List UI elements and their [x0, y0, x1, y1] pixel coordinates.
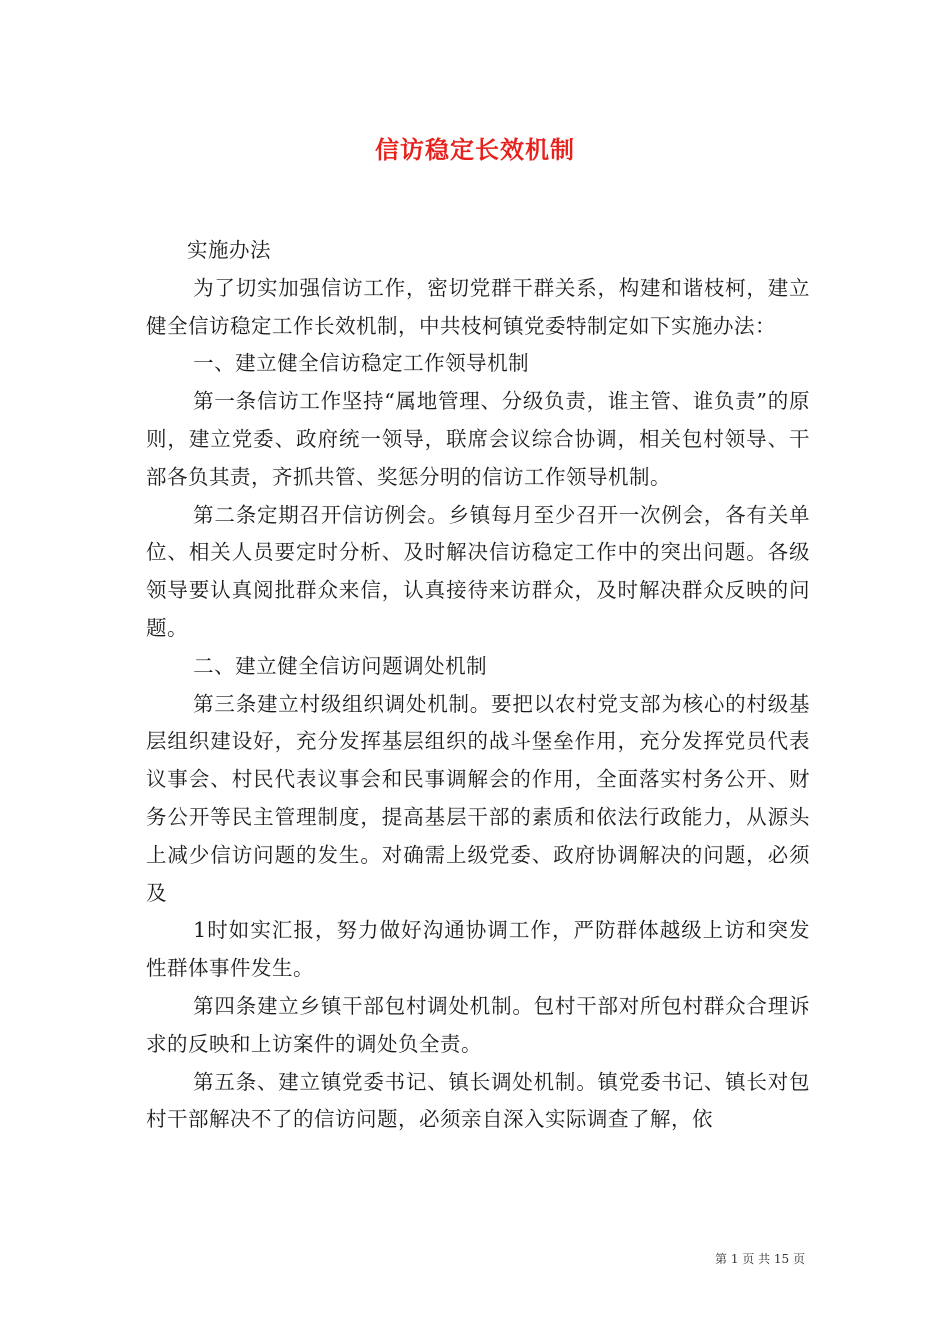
- page-number-footer: 第 1 页 共 15 页: [715, 1252, 805, 1266]
- paragraph-article-4: 第四条建立乡镇干部包村调处机制。包村干部对所包村群众合理诉求的反映和上访案件的调处负全责。: [146, 993, 810, 1056]
- section-heading-2: 二、建立健全信访问题调处机制: [193, 653, 488, 678]
- section-heading-1: 一、建立健全信访稳定工作领导机制: [193, 351, 530, 376]
- document-body: [146, 232, 810, 1139]
- paragraph-article-2: 第二条定期召开信访例会。乡镇每月至少召开一次例会，各有关单位、相关人员要定时分析、及时解决信访稳定工作中的突出问题。各级领导要认真阅批群众来信，认真接待来访群众，及时解决群众反映的问题。: [146, 502, 810, 640]
- paragraph-subtitle: 实施办法: [187, 238, 271, 262]
- paragraph-intro: 为了切实加强信访工作，密切党群干群关系，构建和谐枝柯，建立健全信访稳定工作长效机制，中共枝柯镇党委特制定如下实施办法：: [146, 275, 810, 338]
- paragraph-article-3: 第三条建立村级组织调处机制。要把以农村党支部为核心的村级基层组织建设好，充分发挥基层组织的战斗堡垒作用，充分发挥党员代表议事会、村民代表议事会和民事调解会的作用，全面落实村务公开、财务公开等民主管理制度，提高基层干部的素质和依法行政能力，从源头上减少信访问题的发生。对确需上级党委、政府协调解决的问题，必须及: [146, 691, 810, 905]
- paragraph-article-3-continued: 1时如实汇报，努力做好沟通协调工作，严防群体越级上访和突发性群体事件发生。: [146, 918, 810, 981]
- document-title: 信访稳定长效机制: [375, 135, 575, 164]
- paragraph-article-5: 第五条、建立镇党委书记、镇长调处机制。镇党委书记、镇长对包村干部解决不了的信访问题，必须亲自深入实际调查了解，依: [146, 1069, 810, 1132]
- paragraph-article-1: 第一条信访工作坚持“属地管理、分级负责，谁主管、谁负责”的原则，建立党委、政府统一领导，联席会议综合协调，相关包村领导、干部各负其责，齐抓共管、奖惩分明的信访工作领导机制。: [146, 389, 810, 489]
